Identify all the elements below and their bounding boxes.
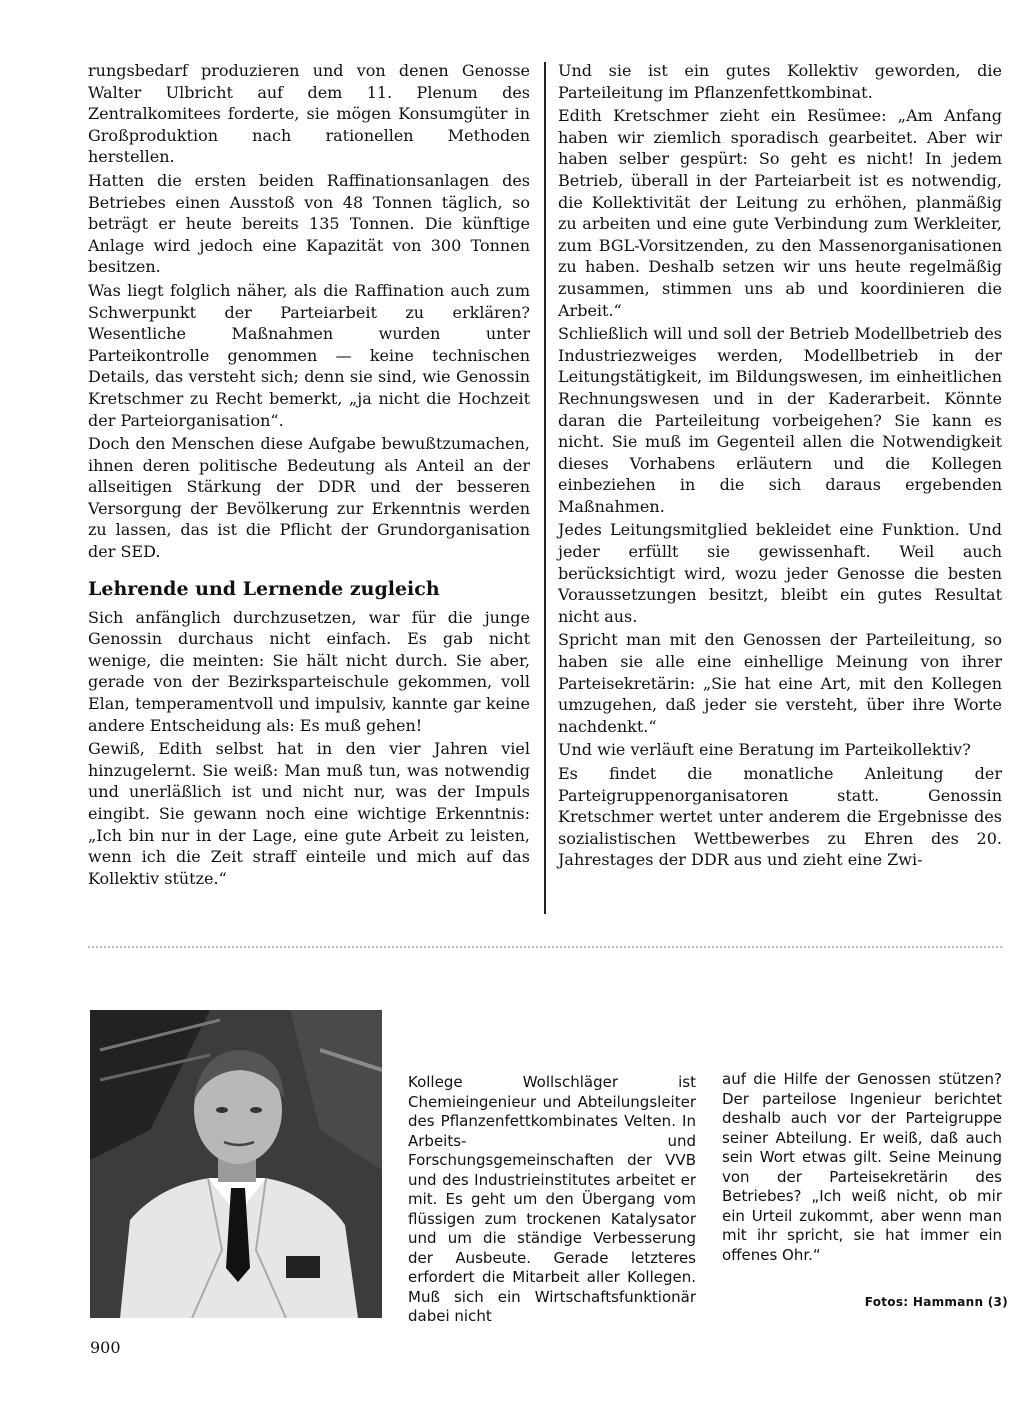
paragraph: Und wie verläuft eine Beratung im Parteikollektiv? <box>558 740 971 760</box>
article-right-column <box>558 60 1002 871</box>
photo-caption-right: auf die Hilfe der Genossen stützen? Der parteilose Ingenieur berichtet deshalb auch vor der Parteigruppe seiner Abteilung. Er weiß, daß auch sein Wort etwas gilt. Seine Meinung von der Parteisekretärin des Betriebes? „Ich weiß nicht, ob mir ein Urteil zukommt, aber wenn man mit ihr spricht, sie hat immer ein offenes Ohr.“ <box>722 1070 1002 1264</box>
paragraph: Was liegt folglich näher, als die Raffination auch zum Schwerpunkt der Parteiarbeit zu erklären? Wesentliche Maßnahmen wurden unter Parteikontrolle genommen — keine technischen Details, das versteht sich; denn sie sind, wie Genossin Kretschmer zu Recht bemerkt, „ja nicht die Hochzeit der Parteiorganisation“. <box>88 280 530 430</box>
paragraph: Edith Kretschmer zieht ein Resümee: „Am Anfang haben wir ziemlich sporadisch gearbeitet. Aber wir haben selber gespürt: So geht es nicht! In jedem Betrieb, überall in der Parteiarbeit ist es notwendig, die Kollektivität der Leitung zu erhöhen, planmäßig zu arbeiten und eine gute Verbindung zum Werkleiter, zum BGL-Vorsitzenden, zu den Massenorganisationen zu haben. Deshalb setzen wir uns heute regelmäßig zusammen, stimmen uns ab und koordinieren die Arbeit.“ <box>558 106 1002 320</box>
column-divider <box>544 62 546 914</box>
paragraph: Schließlich will und soll der Betrieb Modellbetrieb des Industriezweiges werden, Modellbetrieb in der Leitungstätigkeit, im Bildungswesen, im einheitlichen Rechnungswesen und in der Kaderarbeit. Könnte daran die Parteileitung vorbeigehen? Sie kann es nicht. Sie muß im Gegenteil allen die Notwendigkeit dieses Vorhabens erläutern und die Kollegen einbeziehen in die sich daraus ergebenden Maßnahmen. <box>558 324 1002 516</box>
photo-caption-left: Kollege Wollschläger ist Chemieingenieur und Abteilungsleiter des Pflanzenfettkombinates Velten. In Arbeits- und Forschungsgemeinschaften der VVB und des Industrieinstitutes arbeitet er mit. Es geht um den Übergang vom flüssigen zum trockenen Katalysator und um die ständige Verbesserung der Ausbeute. Gerade letzteres erfordert die Mitarbeit aller Kollegen. Muß sich ein Wirtschaftsfunktionär dabei nicht <box>408 1073 696 1325</box>
portrait-photo <box>90 1010 382 1318</box>
section-heading: Lehrende und Lernende zugleich <box>88 577 440 600</box>
article-left-column <box>88 60 530 889</box>
paragraph: Es findet die monatliche Anleitung der Parteigruppenorganisatoren statt. Genossin Kretschmer wertet unter anderem die Ergebnisse des sozialistischen Wettbewerbes zu Ehren des 20. Jahrestages der DDR aus und zieht eine Zwi- <box>558 764 1002 870</box>
paragraph: Doch den Menschen diese Aufgabe bewußtzumachen, ihnen deren politische Bedeutung als Anteil an der allseitigen Stärkung der DDR und der besseren Versorgung der Bevölkerung zur Erkenntnis werden zu lassen, das ist die Pflicht der Grundorganisation der SED. <box>88 434 530 562</box>
paragraph: Hatten die ersten beiden Raffinationsanlagen des Betriebes einen Ausstoß von 48 Tonnen täglich, so beträgt er heute bereits 135 Tonnen. Die künftige Anlage wird jedoch eine Kapazität von 300 Tonnen besitzen. <box>88 170 530 277</box>
paragraph: rungsbedarf produzieren und von denen Genosse Walter Ulbricht auf dem 11. Plenum des Zentralkomitees forderte, sie mögen Konsumgüter in Großproduktion nach rationellen Methoden herstellen. <box>88 61 530 167</box>
photo-credit: Fotos: Hammann (3) <box>864 1295 1008 1309</box>
paragraph: Sich anfänglich durchzusetzen, war für die junge Genossin durchaus nicht einfach. Es gab nicht wenige, die meinten: Sie hält nicht durch. Sie aber, gerade von der Bezirksparteischule gekommen, voll Elan, temperamentvoll und impulsiv, kannte gar keine andere Entscheidung als: Es muß gehen! <box>88 607 530 735</box>
paragraph: Spricht man mit den Genossen der Parteileitung, so haben sie alle eine einhellige Meinung von ihrer Parteisekretärin: „Sie hat eine Art, mit den Kollegen umzugehen, daß jeder sie versteht, über ihre Worte nachdenkt.“ <box>558 630 1002 736</box>
page-number: 900 <box>90 1338 121 1357</box>
paragraph: Und sie ist ein gutes Kollektiv geworden, die Parteileitung im Pflanzenfettkombinat. <box>558 61 1002 102</box>
portrait-illustration <box>90 1010 382 1318</box>
paragraph: Jedes Leitungsmitglied bekleidet eine Funktion. Und jeder erfüllt sie gewissenhaft. Weil auch berücksichtigt wird, wozu jeder Genosse die besten Voraussetzungen besitzt, bleibt ein gutes Resultat nicht aus. <box>558 520 1002 626</box>
paragraph: Gewiß, Edith selbst hat in den vier Jahren viel hinzugelernt. Sie weiß: Man muß tun, was notwendig und unerläßlich ist und nicht nur, was der Impuls eingibt. Sie gewann noch eine wichtige Erkenntnis: „Ich bin nur in der Lage, eine gute Arbeit zu leisten, wenn ich die Zeit straff einteile und mich auf das Kollektiv stütze.“ <box>88 739 530 888</box>
section-divider <box>88 946 1002 948</box>
